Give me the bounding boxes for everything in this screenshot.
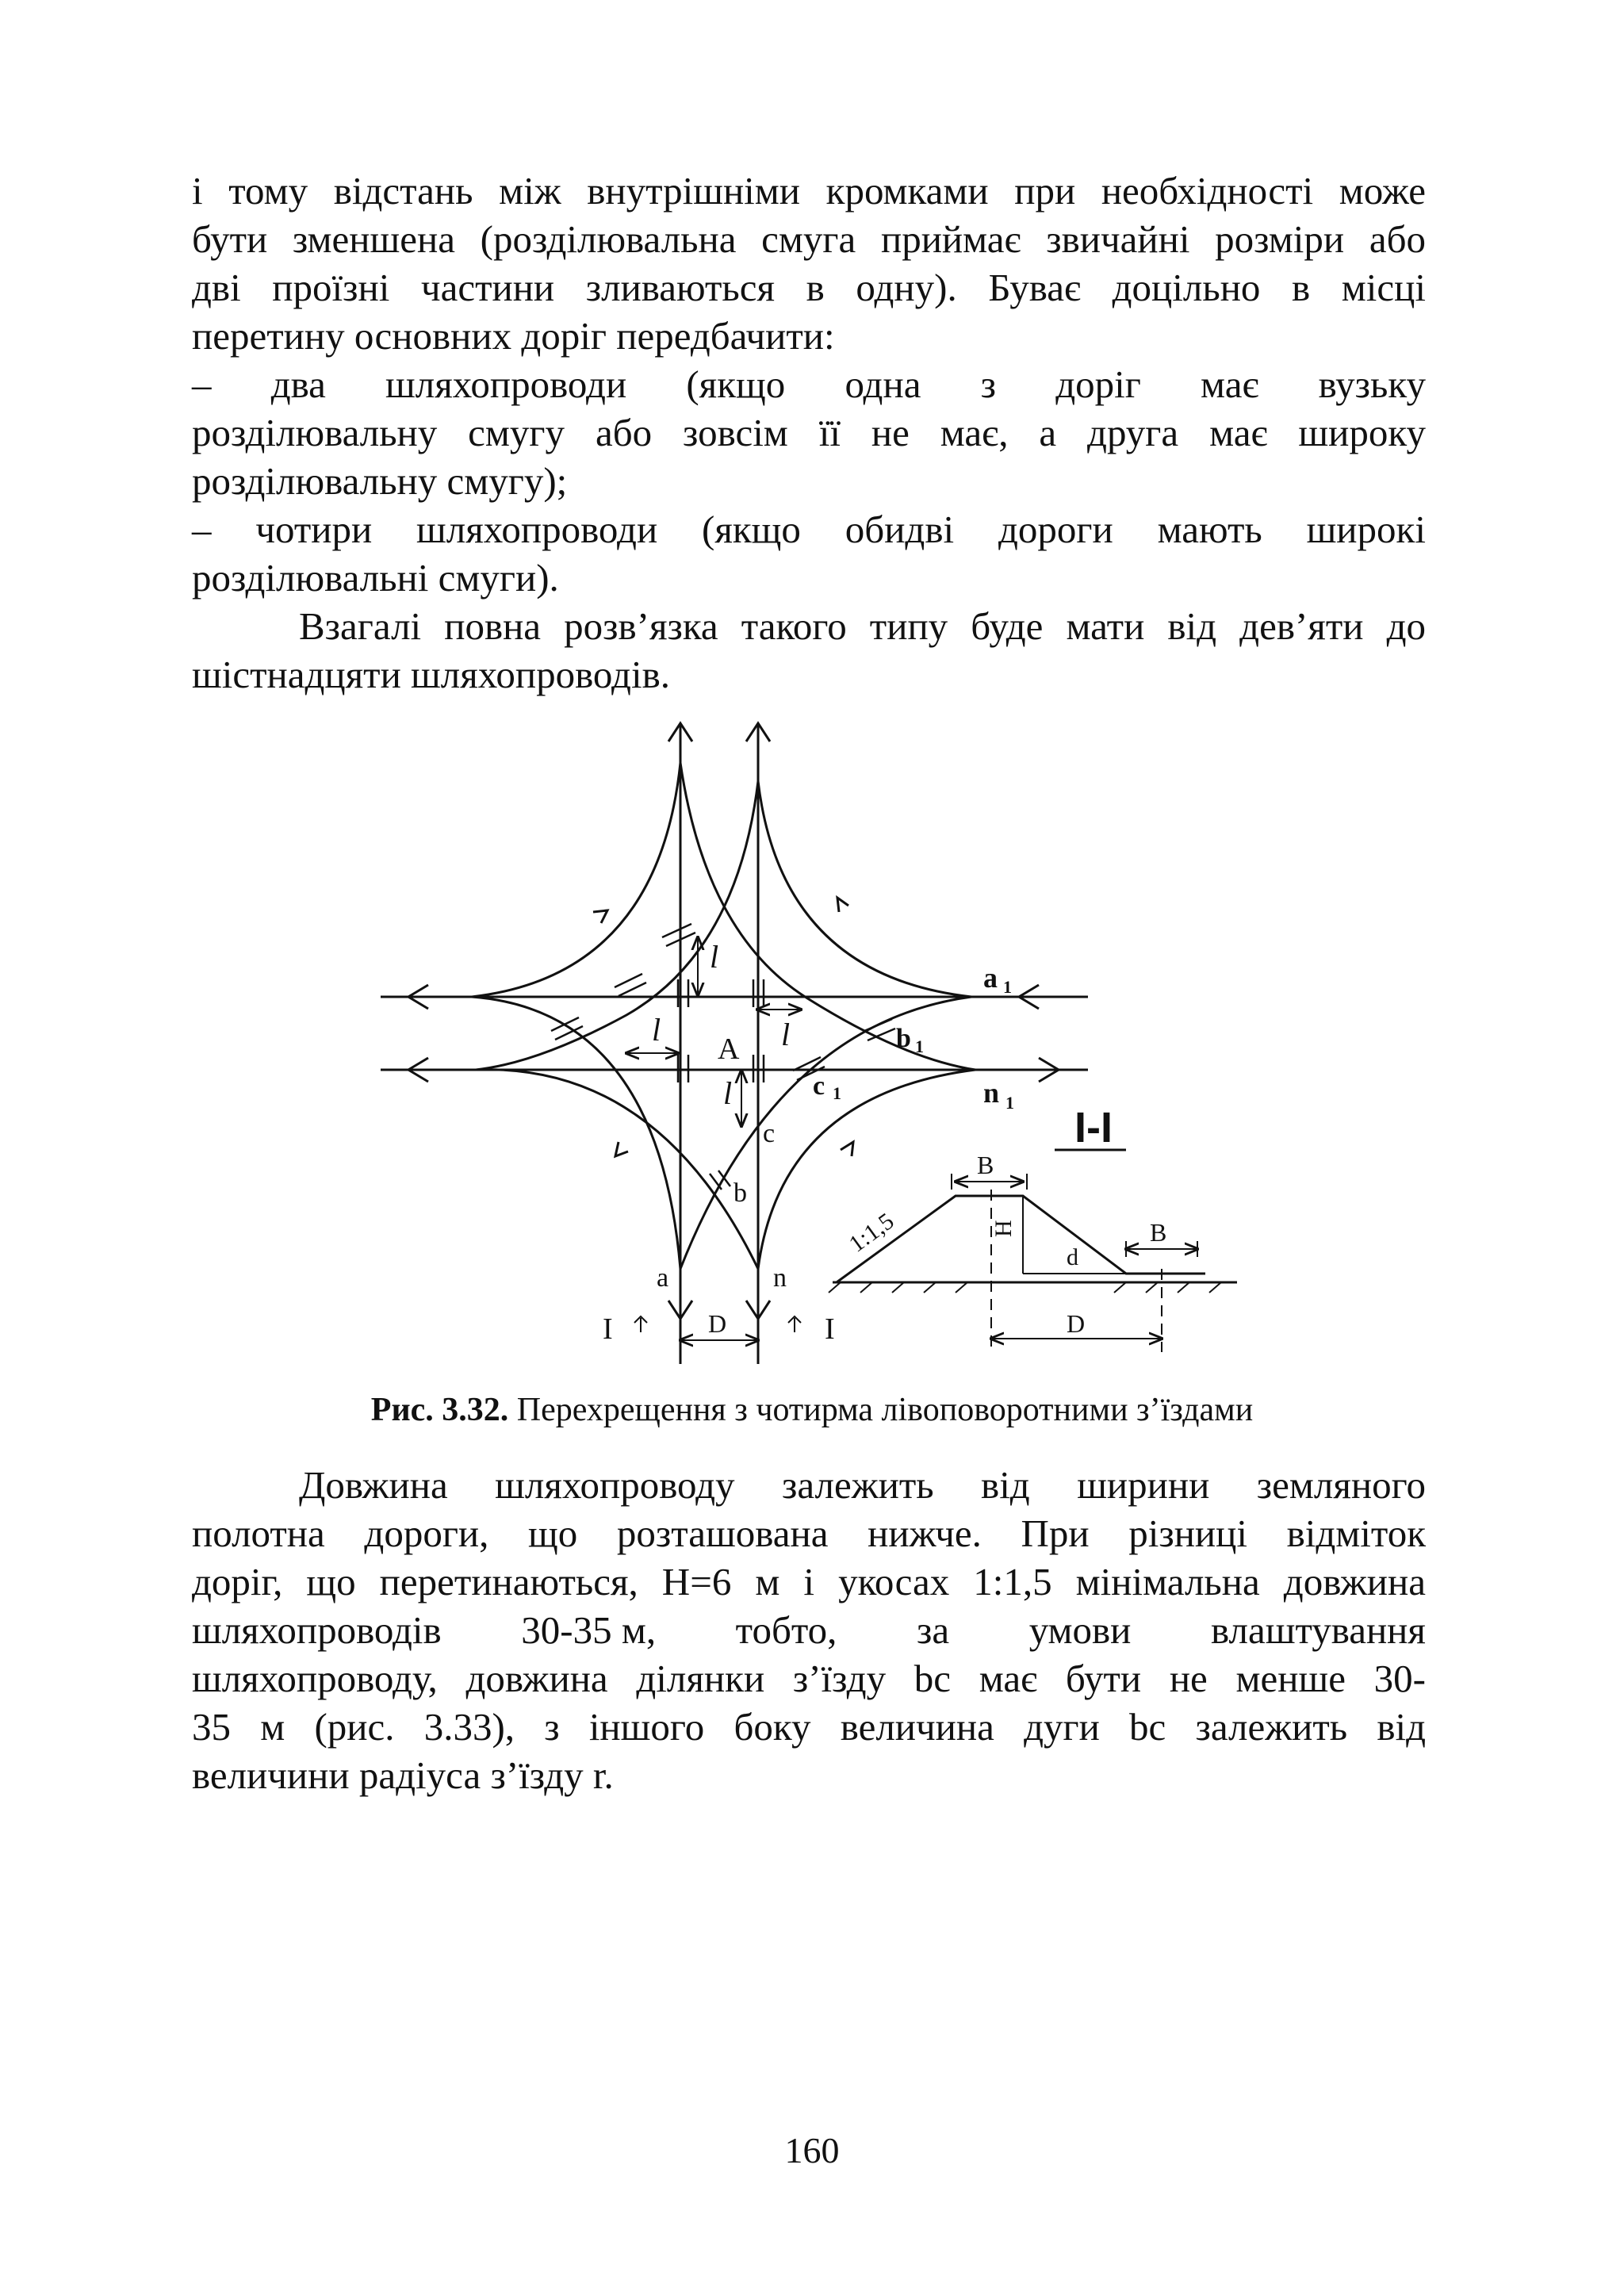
text-word: чотири [255, 508, 373, 551]
interchange-figure [365, 706, 1269, 1380]
text-word: умови [1028, 1608, 1132, 1652]
label-b: b [733, 1178, 747, 1208]
text-word: дороги [998, 508, 1113, 551]
text-line: полотна дороги, що розташована нижче. При різниці відміток [192, 1511, 1426, 1555]
text-line: розділювальну смугу або зовсім її не має, а друга має широку [192, 411, 1426, 454]
label-n1: n [983, 1077, 1000, 1109]
ramp-arrow [615, 1142, 628, 1156]
text-word: з [980, 362, 996, 406]
text-word: (якщо [702, 508, 801, 551]
dash-item-2 [192, 505, 1426, 554]
text-line: перетину основних доріг передбачити: [192, 314, 835, 358]
label-c: c [763, 1119, 776, 1148]
label-d: d [1067, 1244, 1078, 1270]
section-mark-right [788, 1316, 801, 1332]
text-word: влаштування [1211, 1608, 1426, 1652]
text-line: величини радіуса з’їзду r. [192, 1753, 614, 1797]
label-B: B [1150, 1218, 1167, 1247]
interchange-diagram [365, 706, 1269, 1380]
page-number: 160 [784, 2130, 840, 2170]
text-line: шістнадцяти шляхопроводів. [192, 653, 670, 696]
text-line: розділювальну смугу); [192, 459, 568, 503]
label-b1: b [896, 1024, 911, 1053]
text-line: доріг, що перетинаються, Н=6 м і укосах 1:1,5 мінімальна довжина [192, 1560, 1426, 1603]
dash-mark: – [192, 362, 212, 406]
label-slope: 1:1,5 [844, 1208, 899, 1258]
label-b1-sub: 1 [915, 1036, 924, 1056]
label-B: B [977, 1151, 994, 1179]
text-line: і тому відстань між внутрішніми кромками при необхідності може [192, 169, 1426, 213]
label-section-title: I-I [1074, 1104, 1113, 1151]
bottom-text-block [192, 1461, 1426, 1799]
text-word: тобто, [735, 1608, 837, 1652]
text-word: мають [1157, 508, 1262, 551]
text-line: 35 м (рис. 3.33), з іншого боку величина дуги bc залежить від [192, 1705, 1426, 1749]
ramp-curve [476, 781, 758, 1070]
label-I-left: I [603, 1312, 613, 1346]
cross-section [829, 1174, 1237, 1352]
section-mark-left [634, 1316, 647, 1332]
label-A: A [718, 1033, 740, 1066]
ramp-curve [680, 763, 975, 1070]
dash-item-1 [192, 360, 1426, 408]
text-line: бути зменшена (розділювальна смуга приймає звичайні розміри або [192, 217, 1426, 261]
top-text-block [192, 167, 1426, 699]
text-word: вузьку [1318, 362, 1426, 406]
text-word: 30-35 м, [521, 1608, 657, 1652]
text-word: широкі [1306, 508, 1426, 551]
text-word: шляхопроводи [416, 508, 658, 551]
text-word: одна [845, 362, 921, 406]
label-a: a [657, 1263, 669, 1293]
ramp-curve [472, 763, 680, 997]
label-a1-sub: 1 [1003, 977, 1012, 997]
label-H: H [990, 1220, 1017, 1237]
label-I-right: I [825, 1312, 835, 1346]
dash-mark: – [192, 508, 212, 551]
label-D-section: D [1067, 1309, 1086, 1338]
label-l: l [652, 1012, 661, 1048]
label-l: l [781, 1017, 791, 1052]
label-c1: c [813, 1071, 825, 1101]
figure-labels [603, 939, 1166, 1346]
text-word: шляхопроводів [192, 1608, 442, 1652]
label-D: D [708, 1309, 727, 1338]
text-line: Взагалі повна розв’язка такого типу буде мати від дев’яти до [299, 604, 1426, 648]
text-word: доріг [1055, 362, 1141, 406]
text-line [192, 1606, 1426, 1654]
label-n: n [773, 1263, 787, 1293]
text-word: шляхопроводи [385, 362, 627, 406]
text-line: шляхопроводу, довжина ділянки з’їзду bc має бути не менше 30- [192, 1657, 1426, 1700]
text-word: обидві [845, 508, 955, 551]
text-line: Довжина шляхопроводу залежить від ширини земляного [299, 1463, 1426, 1507]
ramp-curve [476, 1070, 758, 1269]
text-word: має [1201, 362, 1259, 406]
caption-number: Рис. 3.32. [370, 1392, 509, 1428]
ramp-curve [758, 781, 971, 997]
text-line: розділювальні смуги). [192, 556, 559, 600]
label-l: l [710, 939, 719, 975]
text-line: дві проїзні частини зливаються в одну). Буває доцільно в місці [192, 266, 1426, 309]
label-a1: a [983, 962, 998, 994]
text-word: два [270, 362, 326, 406]
ramp-arrow [593, 910, 607, 923]
ramp-arrow [837, 898, 848, 912]
ramp-curve [472, 997, 680, 1269]
ramp-arrow [841, 1142, 853, 1156]
label-l: l [723, 1075, 733, 1111]
label-n1-sub: 1 [1005, 1093, 1014, 1113]
text-word: (якщо [686, 362, 786, 406]
figure-caption [0, 1388, 1624, 1432]
caption-text: Перехрещення з чотирма лівоповоротними з’їздами [508, 1392, 1254, 1428]
label-c1-sub: 1 [833, 1083, 841, 1103]
text-word: за [916, 1608, 950, 1652]
